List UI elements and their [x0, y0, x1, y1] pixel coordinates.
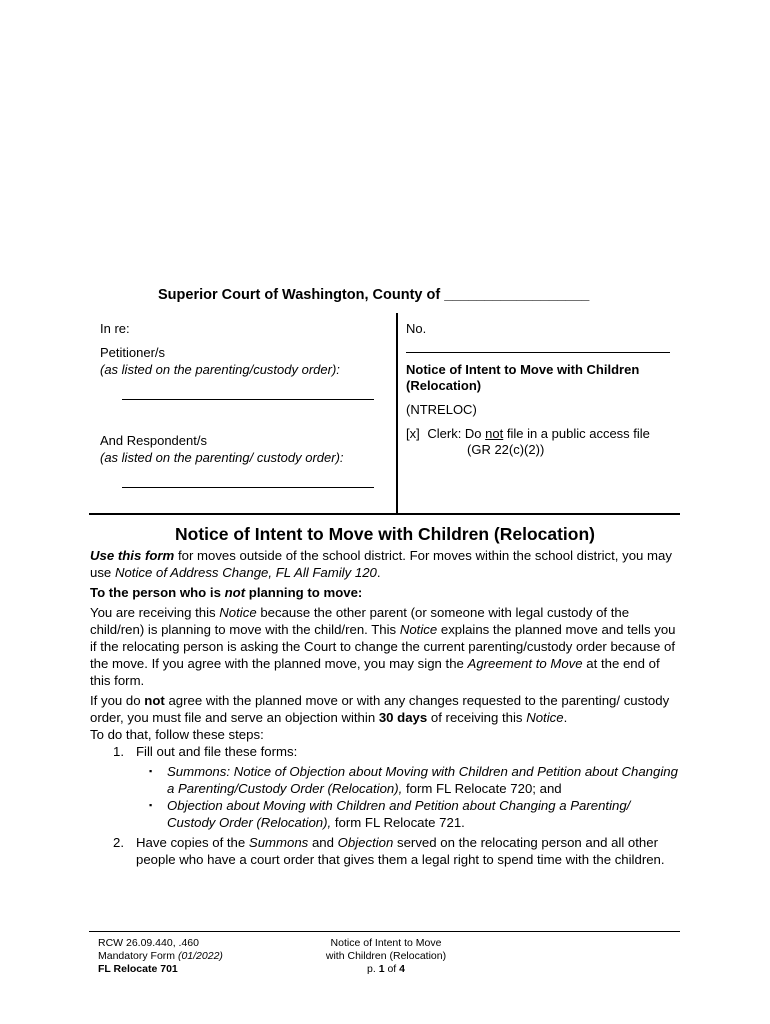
p1-d: at the end of this form. [90, 656, 660, 688]
footer-mandatory-date: (01/2022) [177, 950, 223, 962]
caption-divider [396, 313, 398, 515]
form-bullet-1 [136, 763, 682, 797]
bullet-1-italic: Summons: Notice of Objection about Moving with Children and Petition about Changing a Parenting/Custody Order (Relocation), [167, 764, 678, 796]
clerk-text-not: not [485, 426, 504, 441]
bullet-1-rest: form FL Relocate 720; and [402, 781, 562, 796]
step-2-objection: Objection [337, 835, 394, 850]
footer-form-id: FL Relocate 701 [98, 963, 178, 975]
step-2-summons: Summons [248, 835, 309, 850]
section-heading [90, 584, 682, 601]
p2-c: of receiving this [427, 710, 527, 725]
p2-days: 30 days [378, 710, 428, 725]
heading-post: planning to move: [245, 585, 363, 600]
p1-notice-1: Notice [219, 605, 257, 620]
heading-pre: To the person who is [90, 585, 225, 600]
court-heading [158, 287, 589, 303]
p2-a: If you do [90, 693, 145, 708]
paragraph-1 [90, 604, 682, 689]
clerk-text-post: file in a public access file [503, 426, 650, 441]
petitioner-name-line [122, 399, 374, 400]
steps-intro: To do that, follow these steps: [90, 727, 264, 742]
page-mid: of [384, 963, 400, 975]
step-1-number: 1. [113, 744, 124, 759]
in-re-label: In re: [100, 321, 130, 336]
form-title-line2: (Relocation) [406, 378, 482, 393]
footer-center-line1: Notice of Intent to Move [330, 937, 442, 949]
forms-list [136, 763, 682, 831]
respondent-label: And Respondent/s [100, 433, 207, 448]
respondent-note: (as listed on the parenting/ custody order): [100, 450, 344, 465]
petitioner-label: Petitioner/s [100, 345, 166, 360]
bullet-icon: ▪ [149, 800, 153, 810]
p2-b: agree with the planned move or with any changes requested to the parenting/ custody order, you must file and serve an objection within [90, 693, 670, 725]
clerk-rule: (GR 22(c)(2)) [467, 442, 545, 457]
county-blank: __________________ [444, 287, 590, 303]
p2-not: not [144, 693, 165, 708]
form-code: (NTRELOC) [406, 402, 477, 417]
notice-title: Notice of Intent to Move with Children (Relocation) [175, 524, 595, 544]
p1-notice-2: Notice [399, 622, 438, 637]
p1-c: explains the planned move and tells you if the relocating person is asking the Court to change the current parenting/custody order because of the move. If you agree with the planned move, you may sign the [90, 622, 676, 671]
page-total: 4 [399, 963, 405, 975]
heading-not: not [224, 585, 246, 600]
case-number-line [406, 352, 670, 353]
form-title-line1: Notice of Intent to Move with Children [406, 362, 640, 377]
p2-d: . [563, 710, 568, 725]
footer-rule [89, 931, 680, 932]
step-2-a: Have copies of the [136, 835, 249, 850]
form-bullet-2 [136, 797, 682, 831]
p1-a: You are receiving this [90, 605, 220, 620]
footer-rcw: RCW 26.09.440, .460 [98, 937, 199, 949]
clerk-checkbox: [x] [406, 426, 420, 441]
footer-center [300, 937, 472, 976]
intro-end: . [376, 565, 381, 580]
bullet-2-rest: form FL Relocate 721. [331, 815, 465, 830]
step-1 [90, 743, 682, 831]
step-1-text: Fill out and file these forms: [136, 744, 298, 759]
p1-agreement: Agreement to Move [467, 656, 583, 671]
notice-body [90, 547, 682, 868]
court-heading-text: Superior Court of Washington, County of [158, 287, 441, 303]
page-current: 1 [378, 963, 385, 975]
caption-bottom-rule [89, 513, 680, 515]
bullet-2-italic: Objection about Moving with Children and Petition about Changing a Parenting/ Custody Order (Relocation), [167, 798, 631, 830]
p2-notice: Notice [526, 710, 564, 725]
step-2-b: served on the relocating person and all other people who have a court order that gives them a legal right to spend time with the children. [136, 835, 665, 867]
clerk-text-pre: Clerk: Do [427, 426, 486, 441]
p1-b: because the other parent (or someone with legal custody of the child/ren) is planning to move with the child/ren. This [90, 605, 630, 637]
footer-page-number [300, 963, 472, 976]
steps-list [90, 743, 682, 868]
case-number-label: No. [406, 321, 427, 336]
step-2-and: and [308, 835, 338, 850]
respondent-name-line [122, 487, 374, 488]
footer-mandatory-pre: Mandatory Form [98, 950, 178, 962]
clerk-instruction [406, 426, 650, 442]
intro-rest: for moves outside of the school district. For moves within the school district, you may use [90, 548, 672, 580]
petitioner-note: (as listed on the parenting/custody order): [100, 362, 340, 377]
page-pre: p. [367, 963, 379, 975]
intro-bold: Use this form [90, 548, 175, 563]
step-2 [90, 834, 682, 868]
footer-left [98, 937, 223, 976]
footer-mandatory [98, 950, 223, 963]
intro-paragraph [90, 547, 682, 581]
footer-center-line2: with Children (Relocation) [325, 950, 447, 962]
intro-form-ref: Notice of Address Change, FL All Family 120 [114, 565, 377, 580]
step-2-number: 2. [113, 835, 124, 850]
bullet-icon: ▪ [149, 766, 153, 776]
paragraph-2 [90, 692, 682, 726]
